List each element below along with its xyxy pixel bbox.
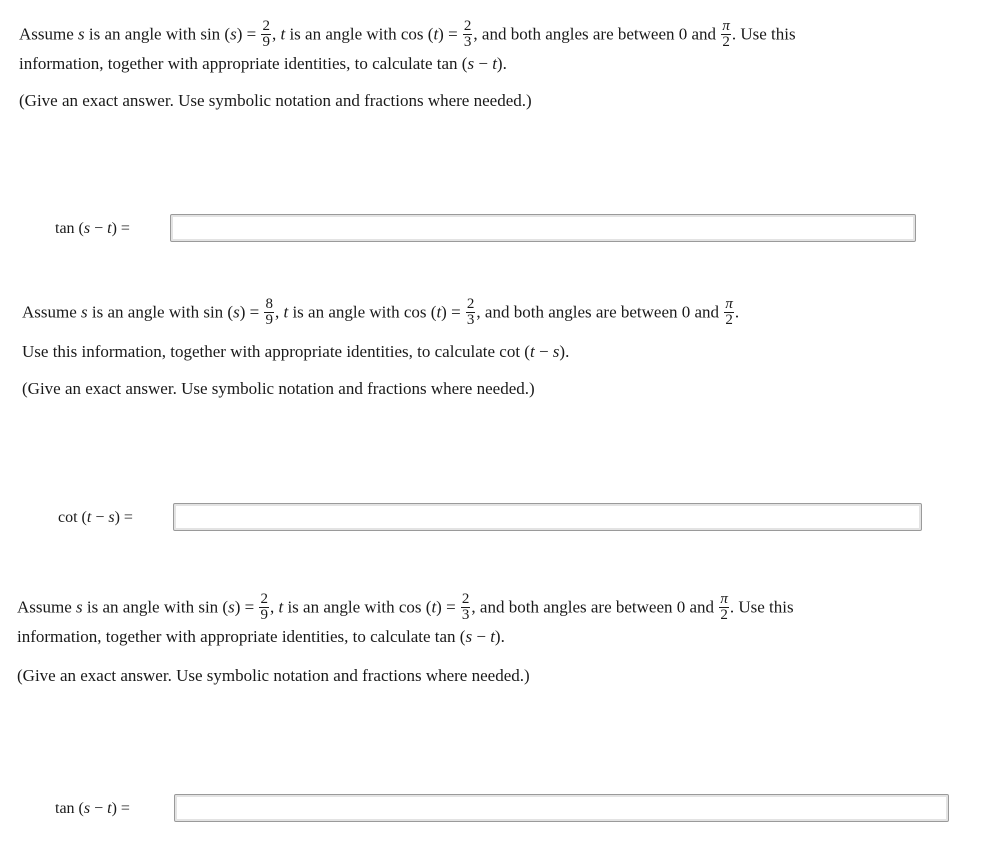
- numerator: 2: [262, 18, 270, 34]
- var-t: t: [431, 597, 437, 617]
- problem-statement-line2: [17, 627, 505, 647]
- problem-statement-line1: [19, 20, 796, 51]
- pi-fraction: [724, 297, 734, 328]
- numerator: 2: [466, 296, 475, 312]
- text: ,: [274, 302, 280, 322]
- tan-function: tan (: [436, 54, 468, 73]
- sin-function: sin (: [203, 302, 234, 322]
- sin-fraction: [259, 592, 269, 623]
- text: ).: [496, 54, 507, 73]
- numerator: π: [722, 18, 730, 34]
- var-s: s: [76, 597, 83, 617]
- var-s: s: [83, 220, 91, 237]
- var-s: s: [233, 302, 240, 322]
- text: ).: [559, 342, 570, 361]
- var-s: s: [108, 509, 115, 526]
- text: Use this information, together with appropriate identities, to calculate: [22, 342, 496, 361]
- answer-input-2[interactable]: [173, 503, 922, 531]
- var-t: t: [436, 302, 442, 322]
- answer-label: [55, 799, 130, 819]
- var-t: t: [86, 509, 92, 526]
- numerator: 2: [463, 18, 472, 34]
- answer-input-3[interactable]: [174, 794, 949, 822]
- text: is an angle with: [289, 24, 397, 44]
- minus: −: [94, 220, 104, 237]
- cos-function: cos (: [403, 302, 437, 322]
- text: ,: [271, 24, 277, 44]
- var-s: s: [230, 24, 237, 44]
- minus: −: [538, 342, 549, 361]
- var-s: s: [467, 54, 475, 73]
- numerator: π: [720, 591, 728, 607]
- var-s: s: [78, 24, 85, 44]
- instruction-text: (Give an exact answer. Use symbolic notation and fractions where needed.): [17, 666, 530, 685]
- tan-function: tan (: [55, 220, 84, 237]
- var-s: s: [81, 302, 88, 322]
- numerator: π: [725, 296, 733, 312]
- minus: −: [94, 800, 104, 817]
- var-t: t: [107, 800, 112, 817]
- text: Assume: [22, 302, 77, 322]
- instruction-text: (Give an exact answer. Use symbolic notation and fractions where needed.): [22, 379, 535, 398]
- var-t: t: [280, 24, 286, 44]
- text: Assume: [19, 24, 74, 44]
- problem-statement-line2: [19, 54, 507, 74]
- text: information, together with appropriate identities, to calculate: [19, 54, 433, 73]
- numerator: 8: [265, 296, 273, 312]
- cos-fraction: [461, 592, 471, 623]
- text: .: [734, 302, 740, 322]
- denominator: 2: [725, 312, 733, 328]
- tan-function: tan (: [55, 800, 84, 817]
- answer-label: [55, 219, 130, 239]
- tan-function: tan (: [434, 627, 466, 646]
- pi-fraction: [721, 19, 731, 50]
- denominator: 9: [262, 34, 270, 50]
- text: . Use this: [729, 597, 794, 617]
- sin-fraction: [261, 19, 271, 50]
- var-s: s: [228, 597, 235, 617]
- text: , and both angles are between 0 and: [476, 302, 720, 322]
- var-t: t: [107, 220, 112, 237]
- text: ) =: [239, 302, 260, 322]
- problem-statement-line2: [22, 342, 569, 362]
- sin-function: sin (: [198, 597, 229, 617]
- var-s: s: [465, 627, 473, 646]
- text: is an angle with: [292, 302, 400, 322]
- cot-function: cot (: [58, 509, 87, 526]
- text: is an angle with: [287, 597, 395, 617]
- var-t: t: [490, 627, 495, 646]
- pi-fraction: [719, 592, 729, 623]
- denominator: 3: [463, 34, 472, 50]
- numerator: 2: [260, 591, 268, 607]
- text: ) =: [441, 302, 461, 322]
- sin-function: sin (: [200, 24, 231, 44]
- instruction-text: (Give an exact answer. Use symbolic notation and fractions where needed.): [19, 91, 532, 110]
- text: ,: [269, 597, 275, 617]
- cos-fraction: [466, 297, 476, 328]
- denominator: 9: [260, 607, 268, 623]
- problem-statement-line1: [22, 298, 739, 329]
- cos-fraction: [463, 19, 473, 50]
- var-t: t: [529, 342, 535, 361]
- text: ) =: [111, 220, 130, 237]
- minus: −: [476, 627, 486, 646]
- cot-function: cot (: [499, 342, 530, 361]
- text: is an angle with: [86, 597, 195, 617]
- answer-input-1[interactable]: [170, 214, 916, 242]
- denominator: 2: [720, 607, 728, 623]
- denominator: 3: [466, 312, 475, 328]
- minus: −: [478, 54, 488, 73]
- text: ) =: [236, 24, 257, 44]
- problem-statement-line1: [17, 593, 794, 624]
- text: ) =: [111, 800, 130, 817]
- text: Assume: [17, 597, 72, 617]
- cos-function: cos (: [398, 597, 432, 617]
- text: is an angle with: [91, 302, 200, 322]
- var-t: t: [433, 24, 439, 44]
- denominator: 2: [722, 34, 730, 50]
- text: information, together with appropriate identities, to calculate: [17, 627, 431, 646]
- numerator: 2: [461, 591, 470, 607]
- text: ) =: [436, 597, 456, 617]
- var-s: s: [83, 800, 91, 817]
- var-t: t: [278, 597, 284, 617]
- sin-fraction: [264, 297, 274, 328]
- var-t: t: [283, 302, 289, 322]
- text: ) =: [438, 24, 458, 44]
- denominator: 3: [461, 607, 470, 623]
- text: , and both angles are between 0 and: [471, 597, 715, 617]
- text: is an angle with: [88, 24, 197, 44]
- text: ) =: [234, 597, 255, 617]
- cos-function: cos (: [400, 24, 434, 44]
- denominator: 9: [265, 312, 273, 328]
- answer-label: [58, 508, 133, 528]
- var-t: t: [492, 54, 497, 73]
- text: ).: [494, 627, 505, 646]
- text: , and both angles are between 0 and: [473, 24, 717, 44]
- minus: −: [95, 509, 105, 526]
- text: . Use this: [731, 24, 796, 44]
- text: ) =: [114, 509, 133, 526]
- var-s: s: [552, 342, 560, 361]
